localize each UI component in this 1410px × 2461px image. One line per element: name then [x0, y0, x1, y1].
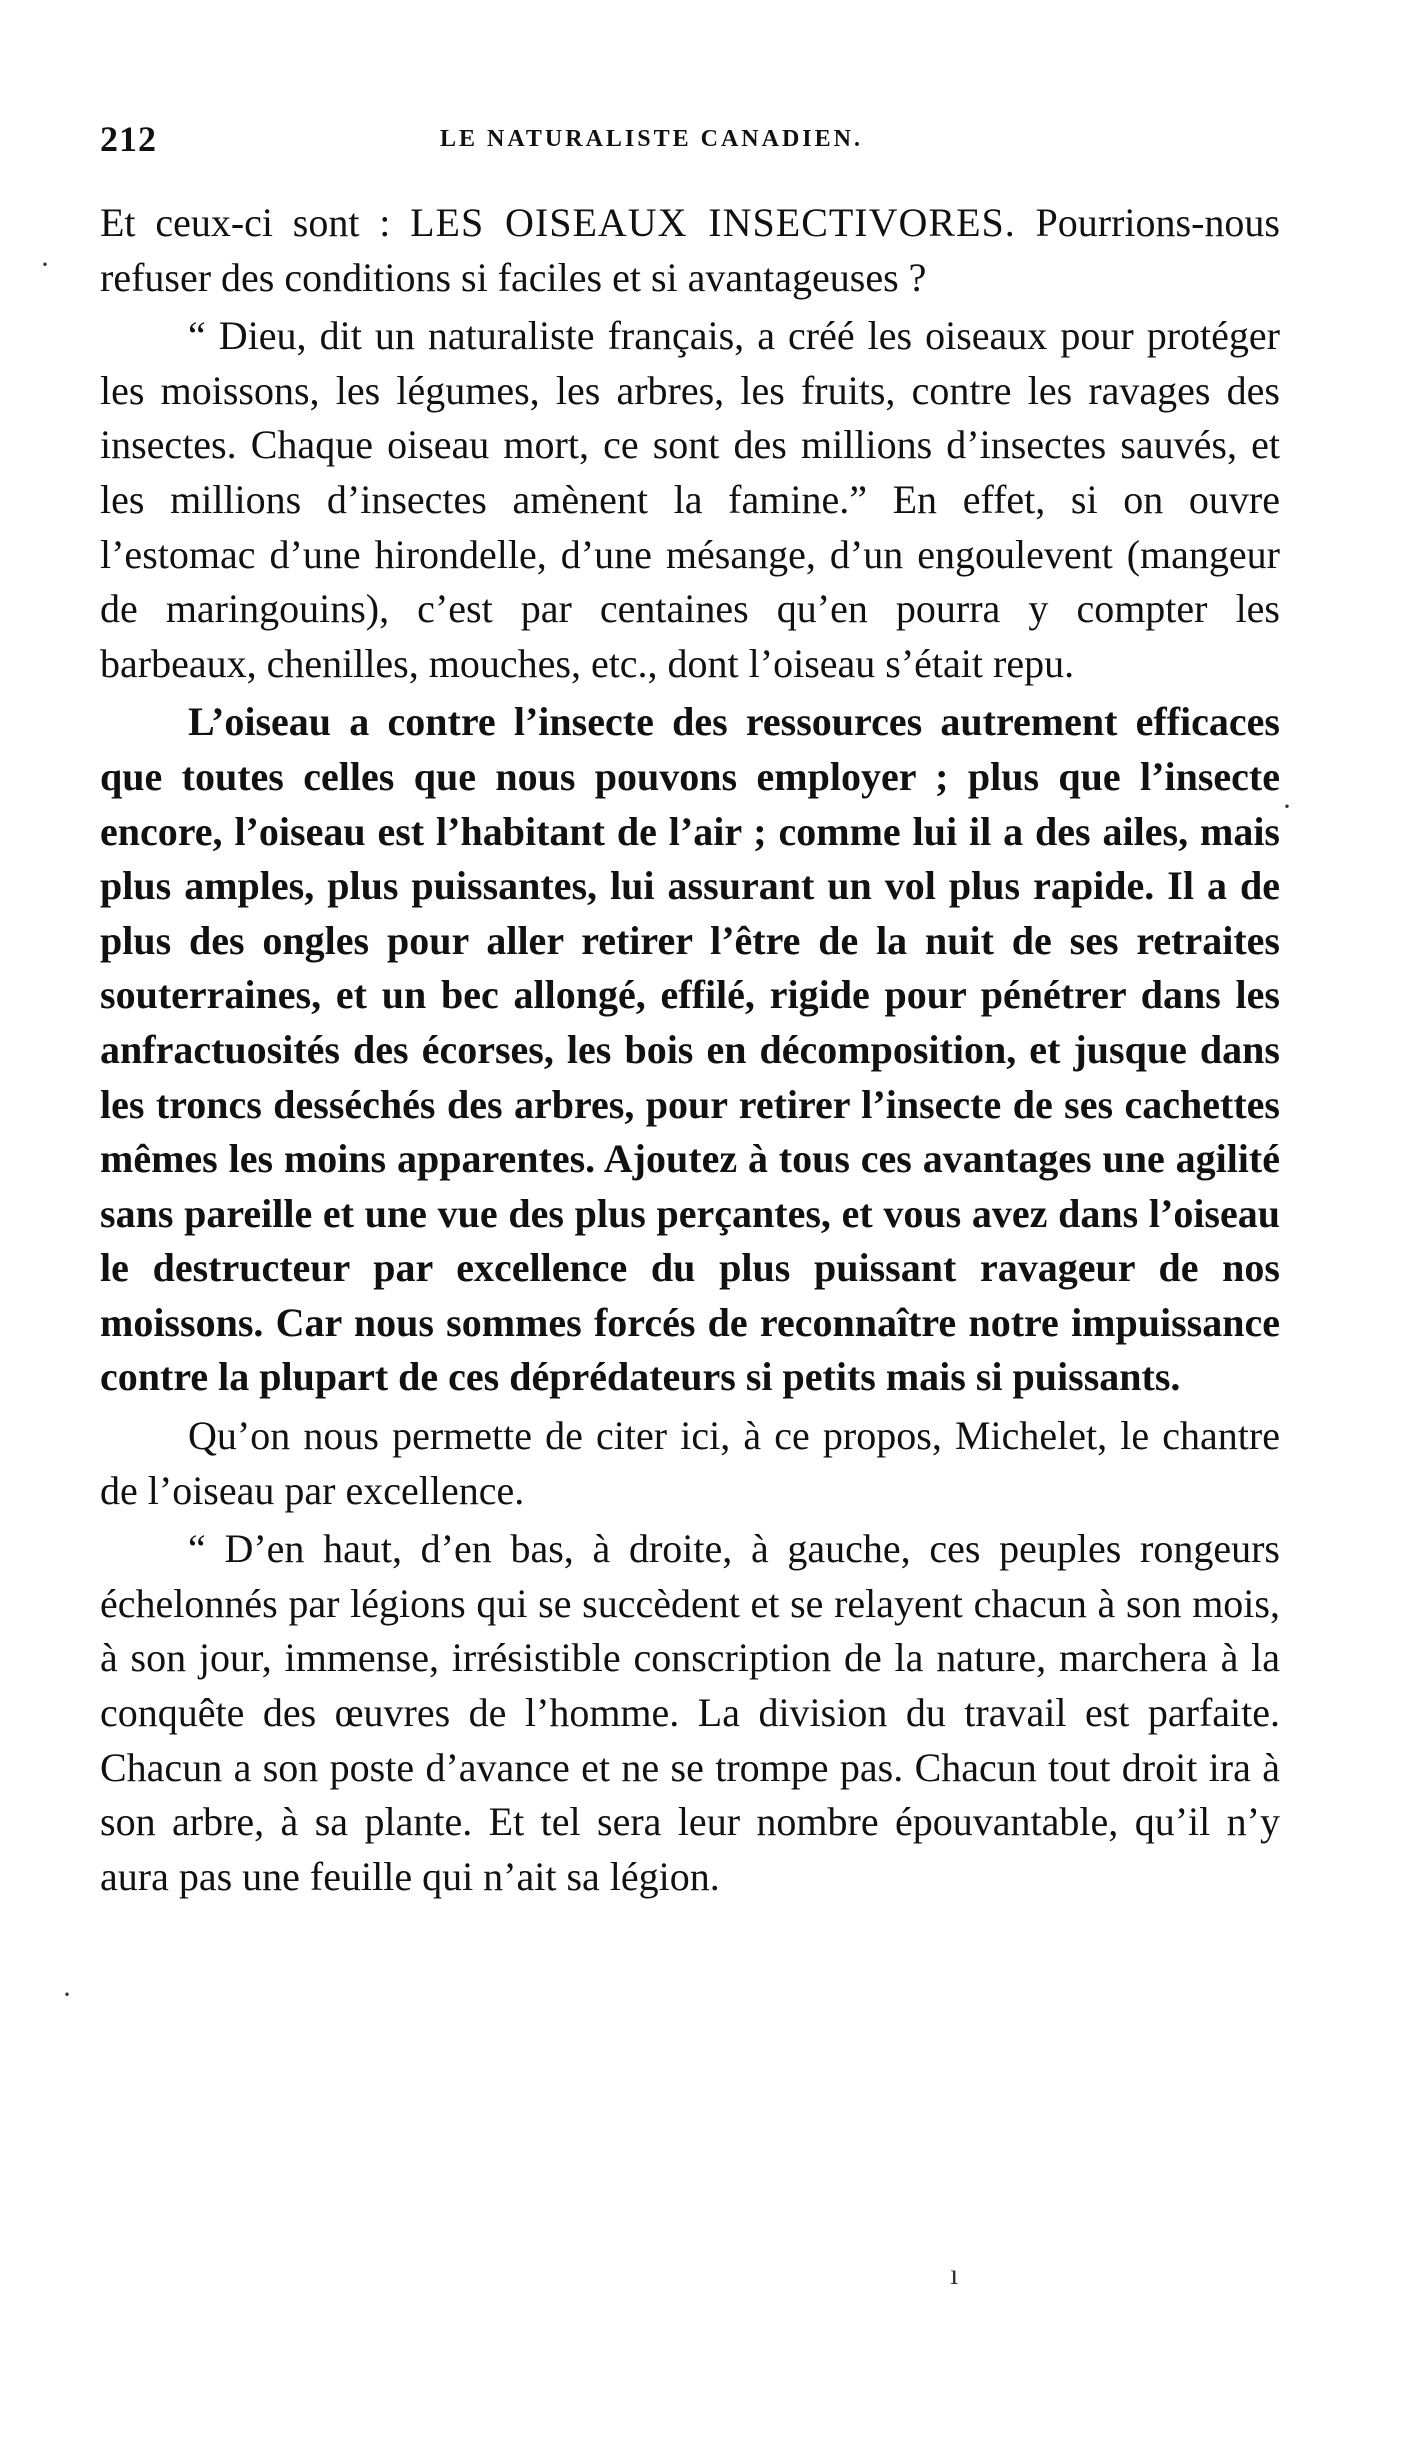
margin-dot: ·: [62, 1978, 72, 2011]
paragraph-1: [100, 196, 1280, 305]
paragraph-4: Qu’on nous permette de citer ici, à ce propos, Michelet, le chantre de l’oiseau par excellence.: [100, 1413, 1280, 1513]
page-number: 212: [100, 119, 157, 159]
paragraph-1-text: Pourrions-nous refuser des conditions si faciles et si avantageuses ?: [100, 200, 1280, 300]
margin-tick: ı: [950, 2258, 959, 2291]
running-title: LE NATURALISTE CANADIEN.: [440, 126, 863, 152]
margin-dot: ·: [40, 248, 50, 281]
paragraph-5: “ D’en haut, d’en bas, à droite, à gauche, ces peuples rongeurs échelonnés par légions qui se succèdent et se relayent chacun à son mois, à son jour, immense, irrésistible conscription de la nature, marchera à la conquête des œuvres de l’homme. La division du travail est parfaite. Chacun a son poste d’avance et ne se trompe pas. Chacun tout droit ira à son arbre, à sa plante. Et tel sera leur nombre épouvantable, qu’il n’y aura pas une feuille qui n’ait sa légion.: [100, 1526, 1280, 1899]
paragraph-3: L’oiseau a contre l’insecte des ressources autrement efficaces que toutes celles que nous pouvons employer ; plus que l’insecte encore, l’oiseau est l’habitant de l’air ; comme lui il a des ailes, mais plus amples, plus puissantes, lui assurant un vol plus rapide. Il a de plus des ongles pour aller retirer l’être de la nuit de ses retraites souterraines, et un bec allongé, effilé, rigide pour pénétrer dans les anfractuosités des écorses, les bois en décomposition, et jusque dans les troncs desséchés des arbres, pour retirer l’insecte de ses cachettes mêmes les moins apparentes. Ajoutez à tous ces avantages une agilité sans pareille et une vue des plus perçantes, et vous avez dans l’oiseau le destructeur par excellence du plus puissant ravageur de nos moissons. Car nous sommes forcés de reconnaître notre impuissance contre la plupart de ces déprédateurs si petits mais si puissants.: [100, 699, 1280, 1400]
paragraph-2: “ Dieu, dit un naturaliste français, a créé les oiseaux pour protéger les moissons, les légumes, les arbres, les fruits, contre les ravages des insectes. Chaque oiseau mort, ce sont des millions d’insectes sauvés, et les millions d’insectes amènent la famine.” En effet, si on ouvre l’estomac d’une hirondelle, d’une mésange, d’un engoulevent (mangeur de maringouins), c’est par centaines qu’en pourra y compter les barbeaux, chenilles, mouches, etc., dont l’oiseau s’était repu.: [100, 313, 1280, 686]
page-header: [100, 118, 1270, 168]
paragraph-1-lead: Et ceux-ci sont :: [100, 200, 411, 245]
paragraph-1-smallcaps: LES OISEAUX INSECTIVORES.: [410, 200, 1016, 245]
margin-dot: ·: [1282, 790, 1292, 823]
body-text: [100, 196, 1280, 1908]
